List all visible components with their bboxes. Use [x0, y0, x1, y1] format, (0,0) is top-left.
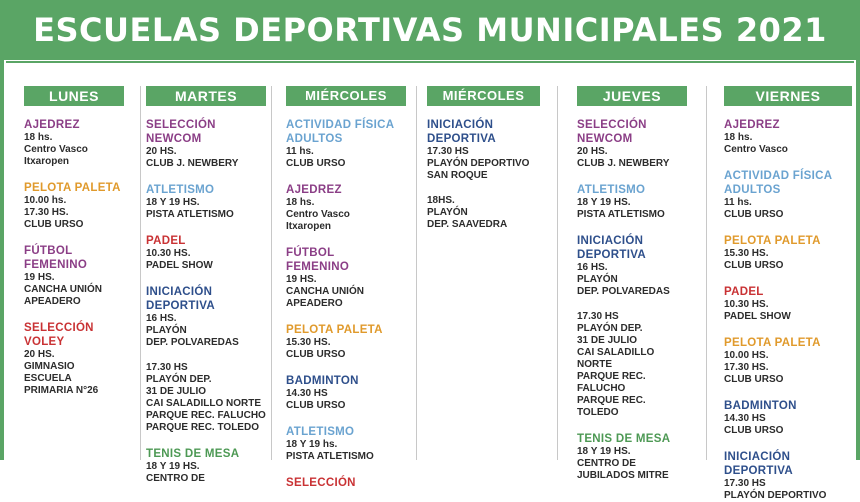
activity-detail: 10.30 HS.: [146, 248, 191, 259]
activity-title: SELECCIÓN: [146, 119, 216, 131]
activity-detail: PLAYÓN: [577, 274, 618, 285]
activity-detail: CAI SALADILLO NORTE: [146, 398, 261, 409]
activity-detail: 15.30 HS.: [724, 248, 769, 259]
schedule-entry: [146, 285, 266, 349]
schedule-entry: [24, 181, 124, 231]
activity-title: DEPORTIVA: [427, 133, 496, 145]
activity-detail: CLUB URSO: [286, 349, 346, 360]
activity-title: SELECCIÓN: [24, 322, 94, 334]
day-column: [146, 86, 266, 484]
schedule-entry: [577, 118, 687, 170]
activity-detail: CLUB URSO: [724, 374, 784, 385]
activity-detail: PARQUE REC. TOLEDO: [146, 422, 259, 433]
activity-detail: CLUB URSO: [24, 219, 84, 230]
activity-detail: PISTA ATLETISMO: [577, 209, 665, 220]
schedule-entry: [24, 118, 124, 168]
activity-detail: DEP. SAAVEDRA: [427, 219, 508, 230]
activity-detail: 17.30 HS: [146, 362, 188, 373]
activity-title: AJEDREZ: [724, 119, 780, 131]
schedule-entry: [577, 432, 687, 482]
activity-detail: PRIMARIA N°26: [24, 385, 99, 396]
activity-detail: CENTRO DE: [577, 458, 636, 469]
activity-detail: 10.30 HS.: [724, 299, 769, 310]
activity-detail: 20 HS.: [24, 349, 55, 360]
activity-detail: Centro Vasco: [724, 144, 788, 155]
activity-title: PELOTA PALETA: [724, 337, 821, 349]
activity-detail: 18 hs.: [286, 197, 315, 208]
activity-title: BADMINTON: [286, 375, 359, 387]
activity-title: NEWCOM: [577, 133, 633, 145]
activity-detail: 17.30 HS: [724, 478, 766, 489]
schedule-entry: [427, 195, 540, 231]
activity-title: TENIS DE MESA: [146, 448, 240, 460]
activity-detail: 20 HS.: [146, 146, 177, 157]
activity-title: ADULTOS: [286, 133, 343, 145]
frame-left: [0, 60, 4, 460]
activity-detail: PLAYÓN DEPORTIVO: [427, 158, 530, 169]
activity-detail: DEP. POLVAREDAS: [577, 286, 670, 297]
column-divider: [416, 86, 417, 460]
activity-detail: PARQUE REC. TOLEDO: [577, 395, 646, 418]
column-divider: [706, 86, 707, 460]
activity-detail: PISTA ATLETISMO: [286, 451, 374, 462]
activity-title: DEPORTIVA: [724, 465, 793, 477]
activity-title: NEWCOM: [146, 133, 202, 145]
activity-detail: PLAYÓN DEP.: [577, 323, 643, 334]
activity-detail: 16 HS.: [146, 313, 177, 324]
activity-detail: 17.30 HS: [577, 311, 619, 322]
activity-title: FÚTBOL: [286, 247, 335, 259]
activity-title: SELECCIÓN: [286, 477, 356, 489]
activity-title: SELECCIÓN: [577, 119, 647, 131]
page-title: ESCUELAS DEPORTIVAS MUNICIPALES 2021: [33, 11, 827, 49]
day-header: MIÉRCOLES: [286, 86, 406, 106]
schedule-entry: [286, 183, 406, 233]
day-header: VIERNES: [724, 86, 852, 106]
activity-detail: APEADERO: [286, 298, 343, 309]
schedule-entry: [286, 118, 406, 170]
schedule-entry: [724, 285, 852, 323]
activity-detail: PADEL SHOW: [724, 311, 791, 322]
activity-title: FEMENINO: [24, 259, 88, 271]
schedule-entry: [577, 311, 687, 419]
schedule-entry: [286, 476, 406, 490]
schedule-entry: [286, 374, 406, 412]
activity-detail: PLAYÓN DEPORTIVO: [724, 490, 827, 501]
day-column: [427, 86, 540, 460]
day-column: [724, 86, 852, 501]
schedule-entry: [146, 447, 266, 485]
header-banner: [0, 0, 860, 60]
header-rule: [6, 61, 854, 63]
activity-title: DEPORTIVA: [146, 300, 215, 312]
activity-title: VOLEY: [24, 336, 65, 348]
activity-detail: PISTA ATLETISMO: [146, 209, 234, 220]
activity-detail: 18 Y 19 hs.: [286, 439, 338, 450]
activity-detail: 31 DE JULIO: [577, 335, 638, 346]
activity-detail: 14.30 HS: [286, 388, 328, 399]
activity-detail: JUBILADOS MITRE: [577, 470, 669, 481]
schedule-entry: [724, 450, 852, 502]
activity-detail: 19 HS.: [286, 274, 317, 285]
activity-detail: CLUB URSO: [286, 400, 346, 411]
schedule-entry: [427, 118, 540, 182]
day-header: MIÉRCOLES: [427, 86, 540, 106]
activity-title: PELOTA PALETA: [286, 324, 383, 336]
activity-detail: Centro Vasco: [24, 144, 88, 155]
day-column: [286, 86, 406, 489]
schedule-entry: [724, 336, 852, 386]
activity-detail: 19 HS.: [24, 272, 55, 283]
schedule-entry: [24, 244, 124, 308]
schedule-entry: [577, 234, 687, 298]
schedule-entry: [146, 234, 266, 272]
activity-detail: CLUB URSO: [724, 209, 784, 220]
schedule-entry: [24, 321, 124, 397]
activity-detail: CANCHA UNIÓN: [286, 286, 364, 297]
activity-detail: CANCHA UNIÓN: [24, 284, 102, 295]
day-column: [24, 86, 124, 460]
activity-detail: 11 hs.: [724, 197, 752, 208]
activity-detail: 18 Y 19 HS.: [577, 446, 631, 457]
activity-detail: PLAYÓN: [146, 325, 187, 336]
activity-title: INICIACIÓN: [146, 286, 213, 298]
activity-detail: 20 HS.: [577, 146, 608, 157]
activity-detail: PLAYÓN DEP.: [146, 374, 212, 385]
activity-detail: 18 Y 19 HS.: [146, 461, 200, 472]
activity-title: PELOTA PALETA: [24, 182, 121, 194]
activity-title: INICIACIÓN: [427, 119, 494, 131]
day-header: JUEVES: [577, 86, 687, 106]
activity-detail: CLUB J. NEWBERY: [146, 158, 239, 169]
activity-detail: 17.30 HS: [427, 146, 469, 157]
activity-title: PELOTA PALETA: [724, 235, 821, 247]
activity-title: AJEDREZ: [286, 184, 342, 196]
day-column: [577, 86, 687, 481]
schedule-entry: [724, 399, 852, 437]
activity-detail: 14.30 HS: [724, 413, 766, 424]
activity-detail: 10.00 hs.: [24, 195, 67, 206]
activity-detail: 17.30 HS.: [24, 207, 69, 218]
activity-title: ACTIVIDAD FÍSICA: [724, 170, 833, 182]
activity-detail: 18 hs.: [724, 132, 753, 143]
activity-title: DEPORTIVA: [577, 249, 646, 261]
activity-detail: DEP. POLVAREDAS: [146, 337, 239, 348]
activity-detail: Itxaropen: [24, 156, 70, 167]
activity-title: ATLETISMO: [286, 426, 355, 438]
activity-detail: 18 Y 19 HS.: [146, 197, 200, 208]
activity-detail: 15.30 HS.: [286, 337, 331, 348]
activity-detail: PLAYÓN: [427, 207, 468, 218]
activity-detail: PADEL SHOW: [146, 260, 213, 271]
schedule-entry: [286, 323, 406, 361]
activity-title: AJEDREZ: [24, 119, 80, 131]
activity-detail: GIMNASIO ESCUELA: [24, 361, 75, 384]
activity-detail: PARQUE REC. FALUCHO: [577, 371, 646, 394]
activity-detail: CLUB URSO: [724, 425, 784, 436]
activity-detail: Itxaropen: [286, 221, 332, 232]
column-divider: [557, 86, 558, 460]
activity-title: BADMINTON: [724, 400, 797, 412]
activity-detail: 11 hs.: [286, 146, 314, 157]
activity-title: ATLETISMO: [146, 184, 215, 196]
schedule-entry: [146, 183, 266, 221]
activity-detail: CAI SALADILLO NORTE: [577, 347, 655, 370]
activity-title: ATLETISMO: [577, 184, 646, 196]
activity-detail: 10.00 HS.: [724, 350, 769, 361]
schedule-entry: [724, 169, 852, 221]
activity-title: PADEL: [724, 286, 764, 298]
schedule-entry: [724, 118, 852, 156]
activity-title: INICIACIÓN: [724, 451, 791, 463]
activity-detail: SAN ROQUE: [427, 170, 488, 181]
activity-title: ADULTOS: [724, 184, 781, 196]
activity-detail: CLUB URSO: [724, 260, 784, 271]
day-header: MARTES: [146, 86, 266, 106]
activity-detail: APEADERO: [24, 296, 81, 307]
activity-title: ACTIVIDAD FÍSICA: [286, 119, 395, 131]
activity-detail: CLUB J. NEWBERY: [577, 158, 670, 169]
activity-detail: Centro Vasco: [286, 209, 350, 220]
activity-detail: CLUB URSO: [286, 158, 346, 169]
schedule-entry: [577, 183, 687, 221]
day-header: LUNES: [24, 86, 124, 106]
activity-title: FÚTBOL: [24, 245, 73, 257]
activity-title: PADEL: [146, 235, 186, 247]
activity-title: TENIS DE MESA: [577, 433, 671, 445]
column-divider: [271, 86, 272, 460]
frame-right: [856, 60, 860, 460]
activity-detail: 18HS.: [427, 195, 455, 206]
column-divider: [140, 86, 141, 460]
activity-title: INICIACIÓN: [577, 235, 644, 247]
activity-detail: CENTRO DE: [146, 473, 205, 484]
schedule-entry: [286, 425, 406, 463]
activity-detail: PARQUE REC. FALUCHO: [146, 410, 266, 421]
schedule-entry: [724, 234, 852, 272]
activity-detail: 17.30 HS.: [724, 362, 769, 373]
schedule-entry: [146, 362, 266, 434]
schedule-entry: [286, 246, 406, 310]
activity-detail: 18 Y 19 HS.: [577, 197, 631, 208]
activity-detail: 18 hs.: [24, 132, 53, 143]
schedule-entry: [146, 118, 266, 170]
activity-detail: 16 HS.: [577, 262, 608, 273]
activity-title: FEMENINO: [286, 261, 350, 273]
activity-detail: 31 DE JULIO: [146, 386, 207, 397]
